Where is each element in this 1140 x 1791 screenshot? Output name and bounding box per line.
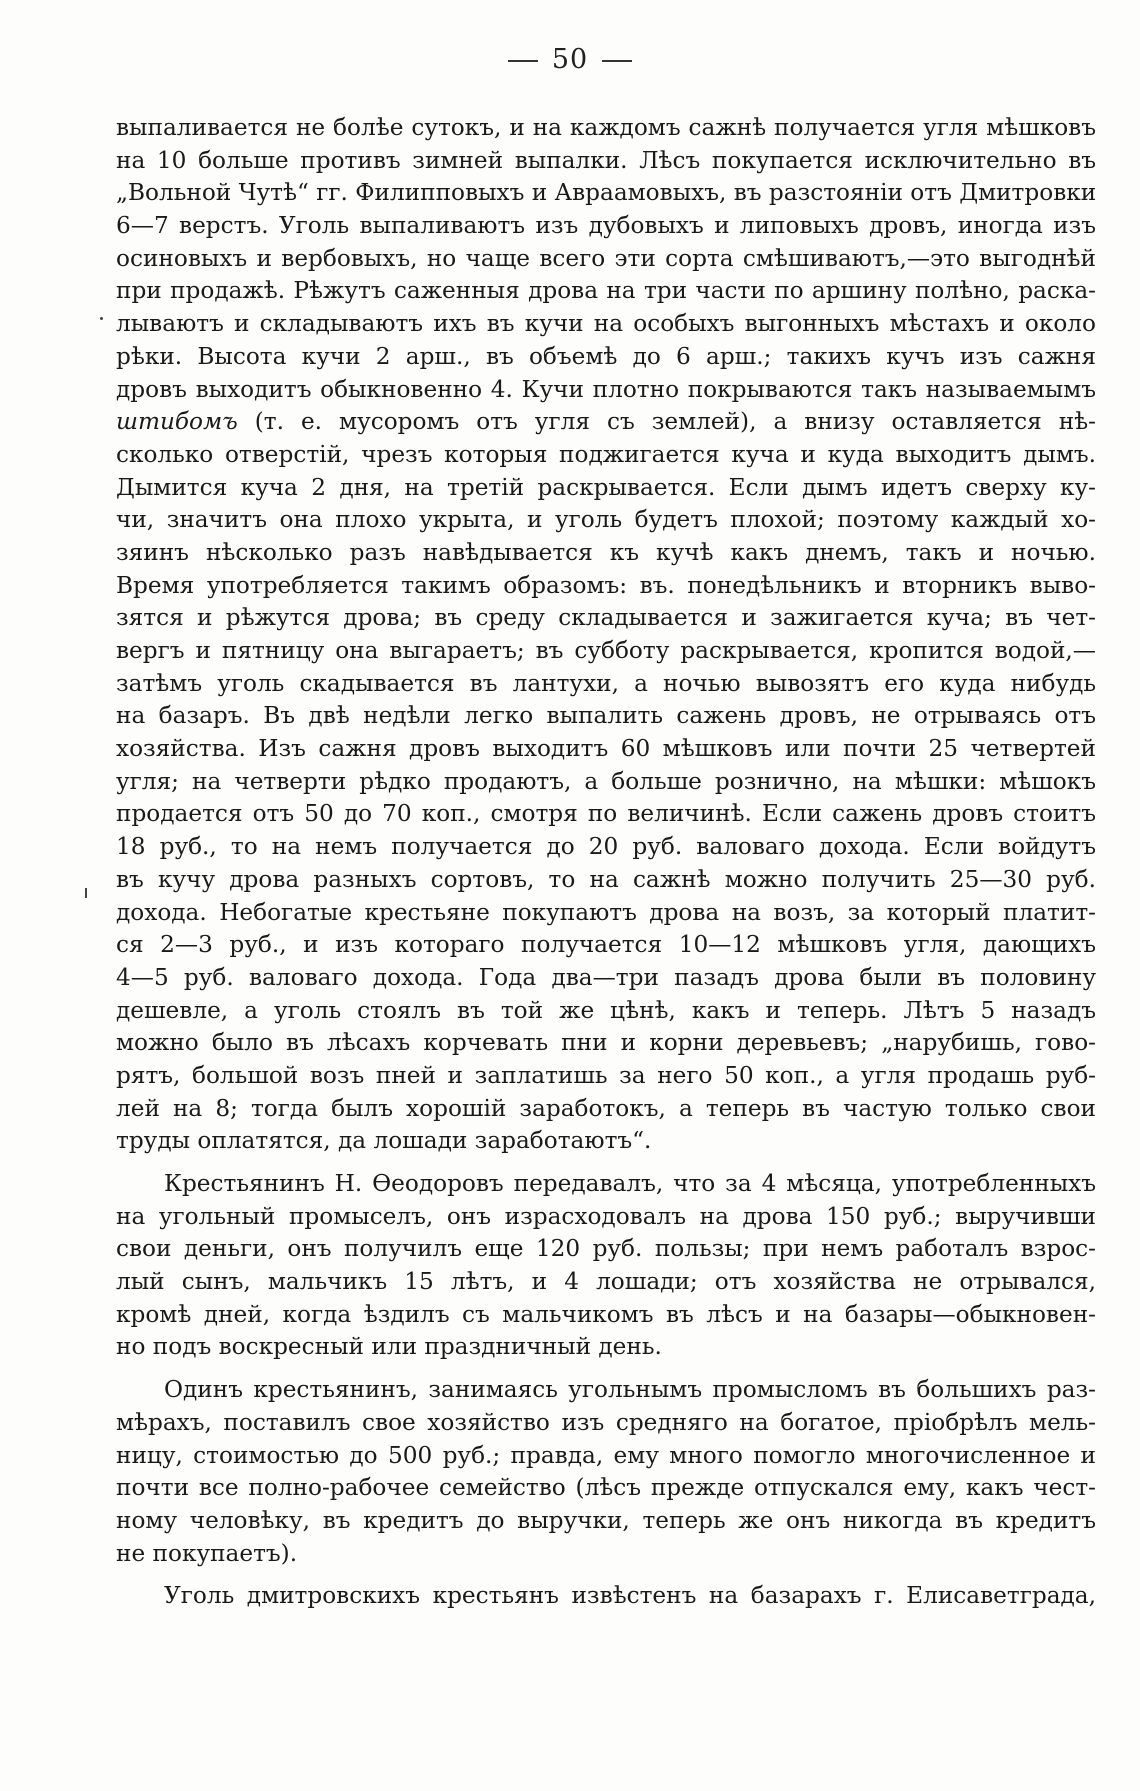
- text-line: но подъ воскресный или праздничный день.: [116, 1333, 662, 1361]
- text-line: Время употребляется такимъ образомъ: въ. понедѣльникъ и вторникъ выво-: [116, 571, 1096, 599]
- stray-ink-dot: [100, 317, 103, 320]
- text-line: въ кучу дрова разныхъ сортовъ, то на сажнѣ можно получить 25—30 руб.: [116, 865, 1096, 893]
- text-line: на угольный промыселъ, онъ израсходовалъ на дрова 150 руб.; выручивши: [116, 1202, 1096, 1230]
- body-text: [116, 112, 1096, 1613]
- text-line: при продажѣ. Рѣжутъ саженныя дрова на три части по аршину полѣно, раска-: [116, 277, 1096, 305]
- text-line: дешевле, а уголь стоялъ въ той же цѣнѣ, какъ и теперь. Лѣтъ 5 назадъ: [116, 996, 1096, 1024]
- paragraph: [116, 1374, 1096, 1570]
- page-number: [0, 44, 1140, 75]
- paragraph: [116, 112, 1096, 1158]
- text-line: не покупаетъ).: [116, 1539, 298, 1567]
- text-line: Дымится куча 2 дня, на третій раскрывается. Если дымъ идетъ сверху ку-: [116, 473, 1096, 501]
- text-line: 6—7 верстъ. Уголь выпаливаютъ изъ дубовыхъ и липовыхъ дровъ, иногда изъ: [116, 212, 1096, 240]
- text-line: мѣрахъ, поставилъ свое хозяйство изъ средняго на богатое, пріобрѣлъ мель-: [116, 1408, 1096, 1436]
- paragraph: [116, 1580, 1096, 1613]
- paragraph-gap: [116, 1158, 1096, 1168]
- page-number-left-dash: [508, 60, 538, 62]
- text-line: свои деньги, онъ получилъ еще 120 руб. пользы; при немъ работалъ взрос-: [116, 1235, 1096, 1263]
- page-number-value: 50: [551, 44, 589, 75]
- text-line: продается отъ 50 до 70 коп., смотря по величинѣ. Если сажень дровъ стоитъ: [116, 800, 1096, 828]
- stray-ink-mark: [85, 888, 87, 898]
- text-line: кромѣ дней, когда ѣздилъ съ мальчикомъ въ лѣсъ и на базары—обыкновен-: [116, 1300, 1096, 1328]
- text-line: труды оплатятся, да лошади заработаютъ“.: [116, 1127, 652, 1155]
- text-line: зятся и рѣжутся дрова; въ среду складывается и зажигается куча; въ чет-: [116, 604, 1096, 632]
- text-line: сколько отверстій, чрезъ которыя поджигается куча и куда выходитъ дымъ.: [116, 440, 1096, 468]
- text-line: рѣки. Высота кучи 2 арш., въ объемѣ до 6 арш.; такихъ кучъ изъ сажня: [116, 342, 1096, 370]
- text-line: чи, значитъ она плохо укрыта, и уголь будетъ плохой; поэтому каждый хо-: [116, 506, 1096, 534]
- text-line: на базаръ. Въ двѣ недѣли легко выпалить сажень дровъ, не отрываясь отъ: [116, 702, 1096, 730]
- page-number-right-dash: [602, 60, 632, 62]
- text-line: лый сынъ, мальчикъ 15 лѣтъ, и 4 лошади; отъ хозяйства не отрывался,: [116, 1268, 1096, 1296]
- text-line: на 10 больше противъ зимней выпалки. Лѣсъ покупается исключительно въ: [116, 146, 1096, 174]
- text-line: зяинъ нѣсколько разъ навѣдывается къ кучѣ какъ днемъ, такъ и ночью.: [116, 538, 1096, 566]
- text-line: затѣмъ уголь скадывается въ лантухи, а ночью вывозятъ его куда нибудь: [116, 669, 1096, 697]
- paragraph-gap: [116, 1364, 1096, 1374]
- paragraph-gap: [116, 1570, 1096, 1580]
- paragraph: [116, 1168, 1096, 1364]
- text-line: Одинъ крестьянинъ, занимаясь угольнымъ промысломъ въ большихъ раз-: [164, 1376, 1096, 1404]
- text-line: лываютъ и складываютъ ихъ въ кучи на особыхъ выгонныхъ мѣстахъ и около: [116, 310, 1096, 338]
- text-line: лей на 8; тогда былъ хорошій заработокъ, а теперь въ частую только свои: [116, 1094, 1096, 1122]
- text-line: можно было въ лѣсахъ корчевать пни и корни деревьевъ; „нарубишь, гово-: [116, 1029, 1096, 1057]
- text-line: 18 руб., то на немъ получается до 20 руб. валоваго дохода. Если войдутъ: [116, 833, 1096, 861]
- text-line: Крестьянинъ Н. Ѳеодоровъ передавалъ, что за 4 мѣсяца, употребленныхъ: [164, 1170, 1096, 1197]
- text-line: Уголь дмитровскихъ крестьянъ извѣстенъ на базарахъ г. Елисаветграда,: [164, 1582, 1096, 1610]
- text-line: рятъ, большой возъ пней и заплатишь за него 50 коп., а угля продашь руб-: [116, 1061, 1096, 1089]
- text-line: почти все полно-рабочее семейство (лѣсъ прежде отпускался ему, какъ чест-: [116, 1474, 1096, 1502]
- text-line: ницу, стоимостью до 500 руб.; правда, ему много помогло многочисленное и: [116, 1441, 1096, 1469]
- text-line: дохода. Небогатые крестьяне покупаютъ дрова на возъ, за который платит-: [116, 898, 1096, 926]
- text-line: вергъ и пятницу она выгараетъ; въ субботу раскрывается, кропится водой,—: [116, 637, 1096, 664]
- text-line: дровъ выходитъ обыкновенно 4. Кучи плотно покрываются такъ называемымъ: [116, 375, 1096, 403]
- text-line: хозяйства. Изъ сажня дровъ выходитъ 60 мѣшковъ или почти 25 четвертей: [116, 735, 1096, 763]
- text-line: 4—5 руб. валоваго дохода. Года два—три пазадъ дрова были въ половину: [116, 963, 1096, 991]
- text-line: штибомъ (т. е. мусоромъ отъ угля съ землей), а внизу оставляется нѣ-: [116, 408, 1096, 436]
- text-line: выпаливается не болѣе сутокъ, и на каждомъ сажнѣ получается угля мѣшковъ: [116, 114, 1096, 141]
- text-line: осиновыхъ и вербовыхъ, но чаще всего эти сорта смѣшиваютъ,—это выгоднѣй: [116, 244, 1096, 272]
- text-line: угля; на четверти рѣдко продаютъ, а больше рознично, на мѣшки: мѣшокъ: [116, 767, 1096, 795]
- text-line: „Вольной Чутѣ“ гг. Филипповыхъ и Авраамовыхъ, въ разстояніи отъ Дмитровки: [116, 179, 1097, 207]
- text-line: ся 2—3 руб., и изъ котораго получается 10—12 мѣшковъ угля, дающихъ: [116, 931, 1096, 959]
- italic-term: штибомъ: [116, 408, 238, 436]
- text-line: ному человѣку, въ кредитъ до выручки, теперь же онъ никогда въ кредитъ: [116, 1506, 1096, 1534]
